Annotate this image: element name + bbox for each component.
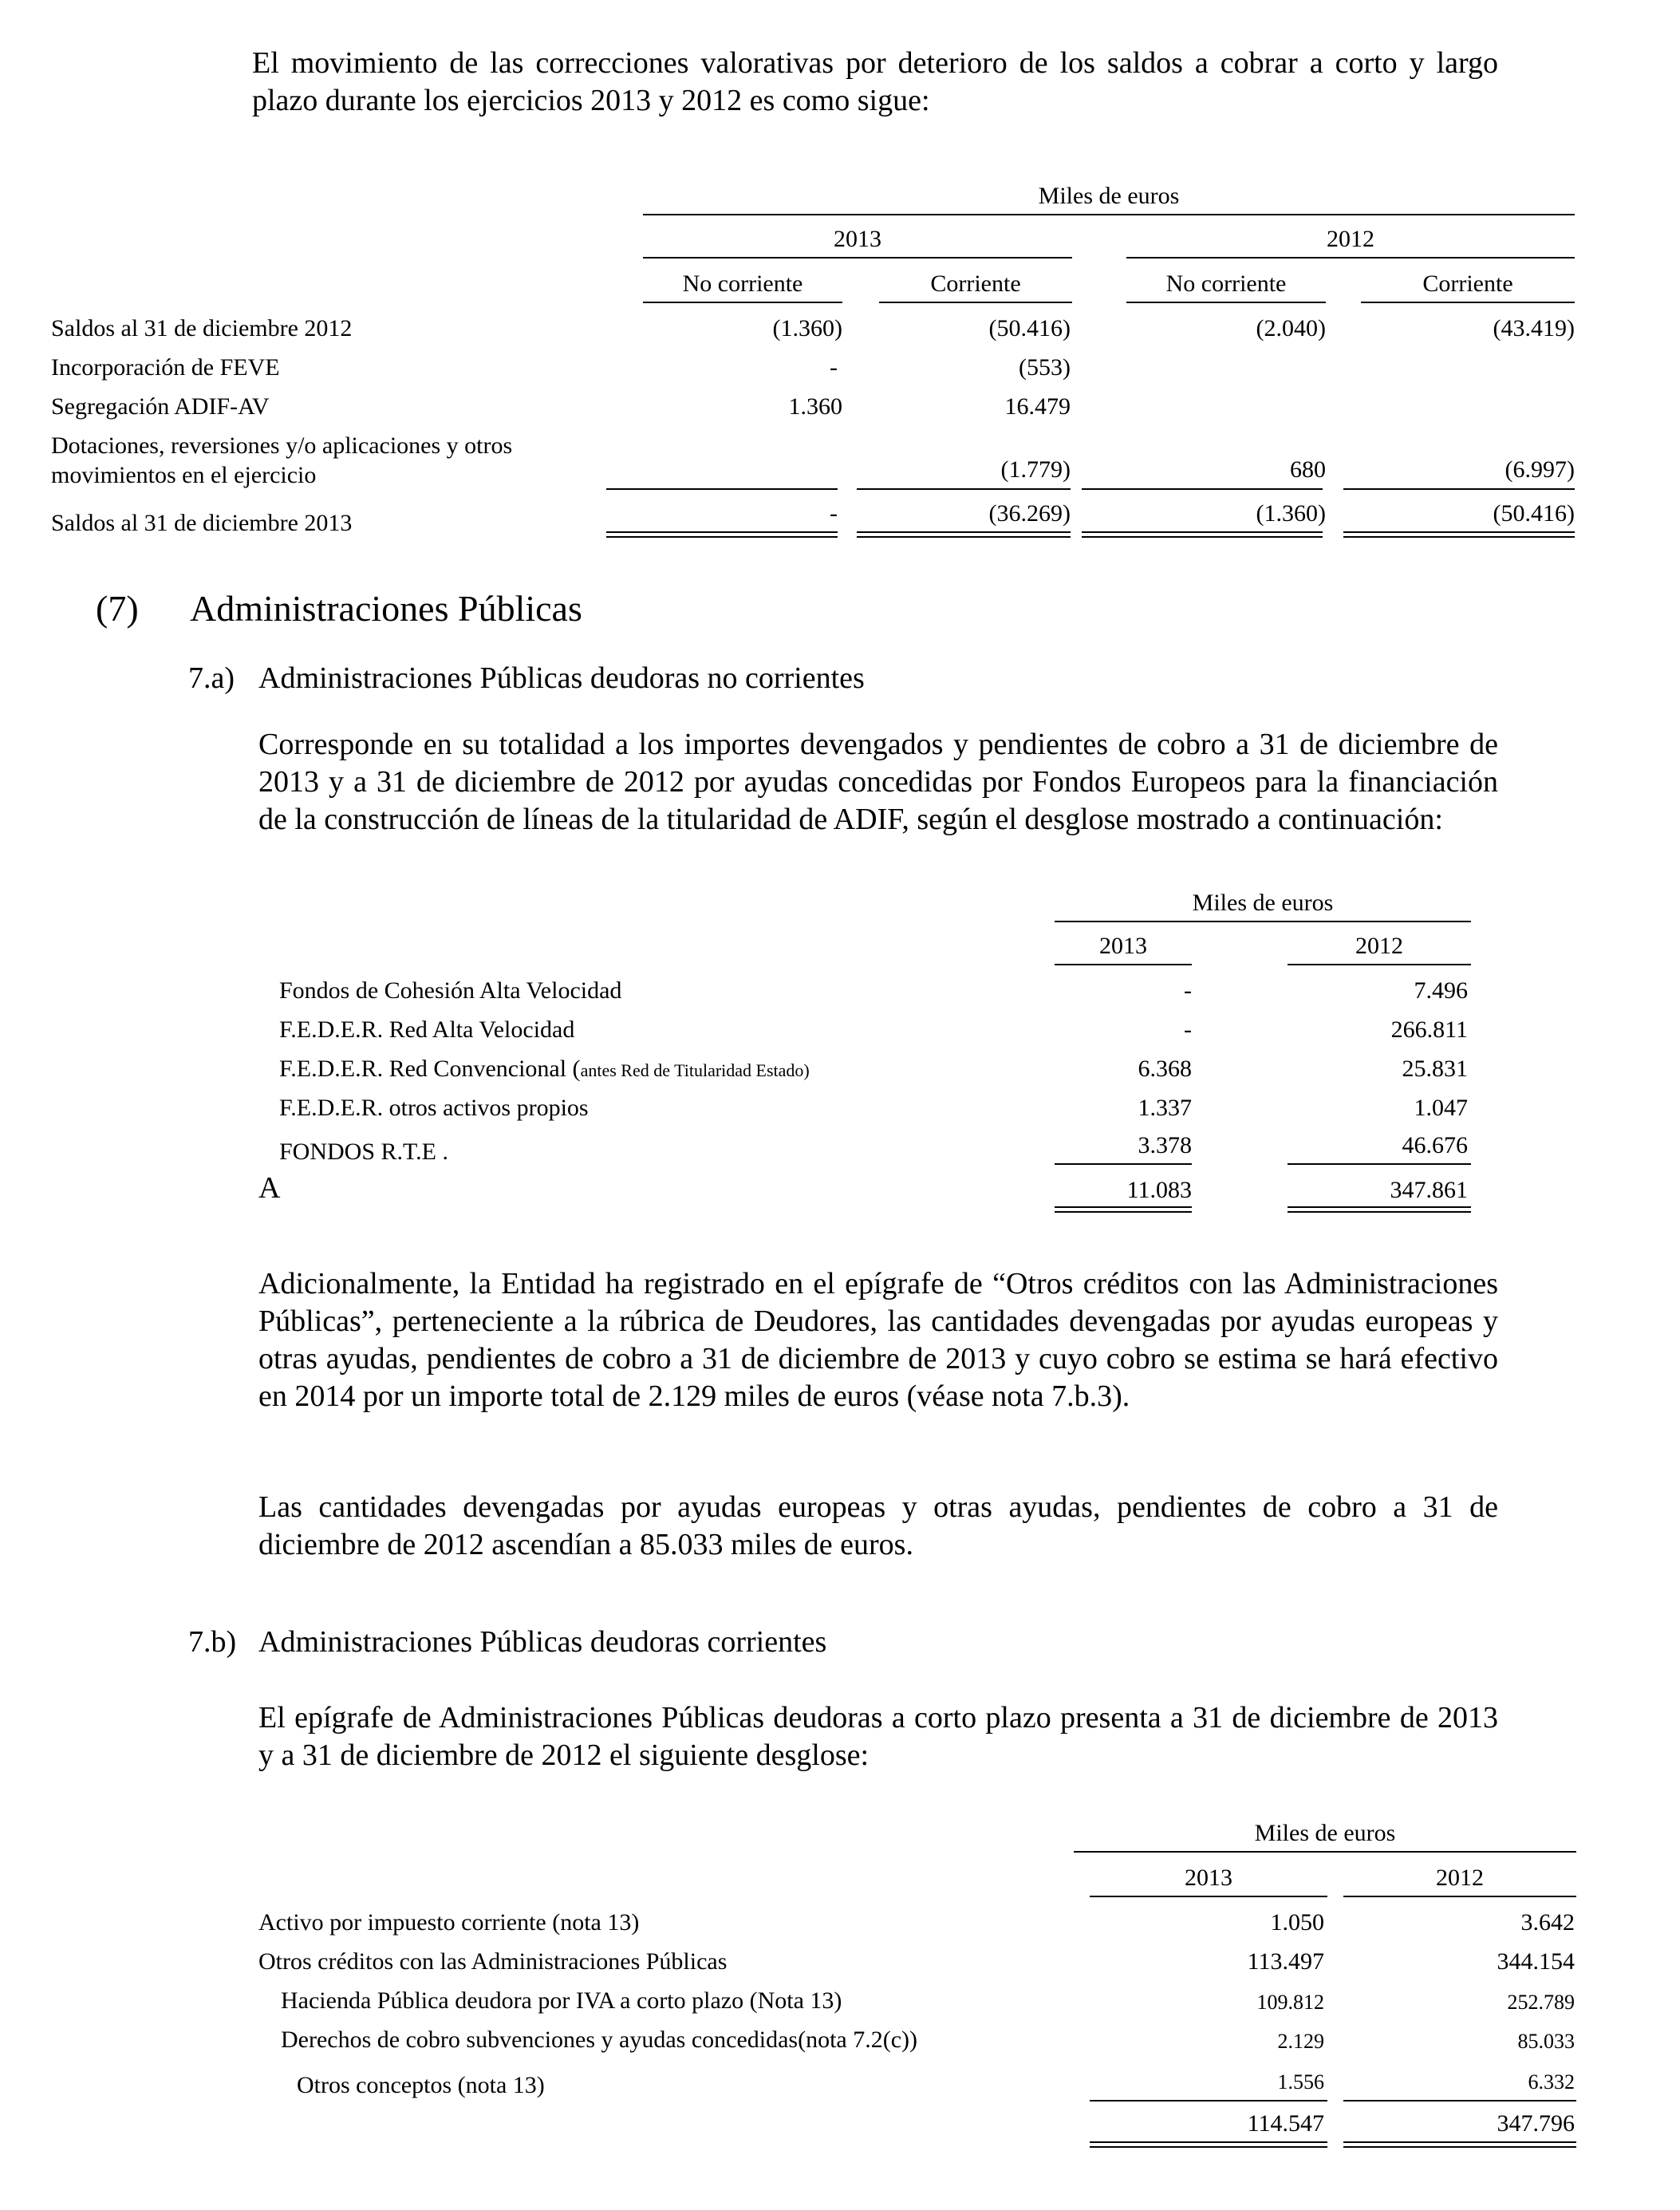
row-label-line1: Dotaciones, reversiones y/o aplicaciones y otros <box>51 432 513 459</box>
row-label: Saldos al 31 de diciembre 2012 <box>51 315 353 341</box>
cell: 113.497 <box>1247 1948 1324 1975</box>
table1-col-nc-2012: No corriente <box>1165 270 1287 297</box>
subsection-title: Administraciones Públicas deudoras no corrientes <box>258 661 865 695</box>
cell: 1.050 <box>1270 1909 1324 1936</box>
cell: 109.812 <box>1256 1991 1324 2014</box>
table2-year-rule <box>1288 964 1471 965</box>
cell: 344.154 <box>1497 1948 1575 1975</box>
subsection-number: 7.a) <box>188 661 235 695</box>
cell: 266.811 <box>1390 1016 1468 1043</box>
table1-sum-rule <box>606 488 838 490</box>
table1-col-c-2013: Corriente <box>930 270 1021 297</box>
table3-total-rule <box>1090 2141 1327 2148</box>
cell: 25.831 <box>1402 1056 1468 1082</box>
table3-total-rule <box>1343 2141 1576 2148</box>
table1-col-c-2012: Corriente <box>1422 270 1513 297</box>
table3-year-2013: 2013 <box>1185 1865 1232 1891</box>
table1-total-rule <box>1082 531 1323 538</box>
cell: 3.642 <box>1520 1909 1575 1936</box>
section-title: Administraciones Públicas <box>190 588 582 629</box>
table1-year-2012: 2012 <box>1327 226 1374 252</box>
table2-year-2013: 2013 <box>1099 933 1147 959</box>
cell: (1.779) <box>1000 456 1071 483</box>
table1-col-rule <box>1126 302 1326 303</box>
table2-unit-header: Miles de euros <box>1192 890 1334 916</box>
row-label: Activo por impuesto corriente (nota 13) <box>258 1909 640 1936</box>
cell: 6.368 <box>1138 1056 1192 1082</box>
row-label: Fondos de Cohesión Alta Velocidad <box>279 977 622 1004</box>
cell: 2.129 <box>1277 2030 1324 2053</box>
table2-total-2013: 11.083 <box>1126 1177 1192 1203</box>
cell: (2.040) <box>1256 315 1326 341</box>
table1-total-rule <box>606 531 838 538</box>
row-label-main: F.E.D.E.R. Red Convencional ( <box>279 1056 581 1082</box>
table1-year-2012-rule <box>1126 257 1575 258</box>
cell: 85.033 <box>1517 2030 1575 2053</box>
table3-year-2012: 2012 <box>1436 1865 1484 1891</box>
cell: - <box>830 500 838 527</box>
cell: 1.337 <box>1138 1095 1192 1121</box>
row-label: Segregación ADIF-AV <box>51 393 270 420</box>
cell: (1.360) <box>1256 500 1326 527</box>
cell: 16.479 <box>1004 393 1071 420</box>
table2-total-rule <box>1288 1206 1471 1213</box>
table1-col-nc-2013: No corriente <box>682 270 803 297</box>
table1-col-rule <box>879 302 1072 303</box>
cell: 1.556 <box>1277 2070 1324 2094</box>
table3-year-rule <box>1343 1896 1576 1897</box>
table1-sum-rule <box>1343 488 1575 490</box>
table1-unit-rule <box>643 214 1575 215</box>
table2-sum-rule <box>1055 1163 1192 1165</box>
cell: (36.269) <box>988 500 1071 527</box>
table2-total-2012: 347.861 <box>1390 1177 1468 1203</box>
row-label: Otros conceptos (nota 13) <box>297 2072 545 2098</box>
cell: 1.047 <box>1414 1095 1468 1121</box>
table3-sum-rule <box>1090 2100 1327 2101</box>
table1-unit-header: Miles de euros <box>1038 183 1180 209</box>
section-number: (7) <box>96 588 139 629</box>
table3-total-2013: 114.547 <box>1247 2110 1324 2137</box>
intro-paragraph: El movimiento de las correcciones valorativas por deterioro de los saldos a cobrar a corto y largo plazo durante los ejercicios 2013 y 2012 es como sigue: <box>252 46 1498 117</box>
row-label: F.E.D.E.R. Red Alta Velocidad <box>279 1016 575 1043</box>
section7a-paragraph: Corresponde en su totalidad a los importes devengados y pendientes de cobro a 31 de diciembre de 2013 y a 31 de diciembre de 2012 por ayudas concedidas por Fondos Europeos para la financiación de la construcción de líneas de la titularidad de ADIF, según el desglose mostrado a continuación: <box>258 728 1498 836</box>
row-label: Derechos de cobro subvenciones y ayudas concedidas(nota 7.2(c)) <box>281 2026 918 2053</box>
row-label: F.E.D.E.R. otros activos propios <box>279 1095 589 1121</box>
table1-year-2013-rule <box>643 257 1072 258</box>
paragraph-2012-amounts: Las cantidades devengadas por ayudas europeas y otras ayudas, pendientes de cobro a 31 de diciembre de 2012 ascendían a 85.033 miles de euros. <box>258 1490 1498 1561</box>
row-label: Otros créditos con las Administraciones Públicas <box>258 1948 728 1975</box>
cell: - <box>1184 1016 1192 1043</box>
table3-unit-rule <box>1074 1851 1576 1853</box>
table1-total-rule <box>857 531 1071 538</box>
row-label: Saldos al 31 de diciembre 2013 <box>51 510 353 536</box>
cell: (50.416) <box>1493 500 1575 527</box>
cell: (1.360) <box>772 315 842 341</box>
row-label <box>279 1055 810 1085</box>
cell: 3.378 <box>1138 1132 1192 1158</box>
paragraph-additional: Adicionalmente, la Entidad ha registrado en el epígrafe de “Otros créditos con las Administraciones Públicas”, perteneciente a la rúbrica de Deudores, las cantidades devengadas por ayudas europeas y otras ayudas, pendientes de cobro a 31 de diciembre de 2013 y cuyo cobro se estima se hará efectivo en 2014 por un importe total de 2.129 miles de euros (véase nota 7.b.3). <box>258 1267 1498 1413</box>
row-label: Hacienda Pública deudora por IVA a corto plazo (Nota 13) <box>281 1987 842 2014</box>
cell: 6.332 <box>1528 2070 1575 2094</box>
table1-col-rule <box>1361 302 1575 303</box>
table2-total-label: A <box>258 1171 281 1205</box>
row-label: FONDOS R.T.E . <box>279 1139 448 1165</box>
table3-sum-rule <box>1343 2100 1576 2101</box>
cell: 252.789 <box>1507 1991 1575 2014</box>
table1-year-2013: 2013 <box>834 226 881 252</box>
table3-unit-header: Miles de euros <box>1254 1820 1396 1846</box>
table3-total-2012: 347.796 <box>1497 2110 1575 2137</box>
table2-sum-rule <box>1288 1163 1471 1165</box>
table2-year-2012: 2012 <box>1355 933 1403 959</box>
table2-unit-rule <box>1055 921 1471 922</box>
subsection-number: 7.b) <box>188 1625 237 1659</box>
table1-total-rule <box>1343 531 1575 538</box>
row-label-line2: movimientos en el ejercicio <box>51 462 317 488</box>
row-label: Incorporación de FEVE <box>51 354 280 381</box>
row-label-note: antes Red de Titularidad Estado) <box>580 1060 810 1080</box>
table2-year-rule <box>1055 964 1192 965</box>
cell: 7.496 <box>1414 977 1468 1004</box>
table1-sum-rule <box>1082 488 1323 490</box>
cell: (50.416) <box>988 315 1071 341</box>
cell: - <box>1184 977 1192 1004</box>
cell: 1.360 <box>788 393 842 420</box>
table1-col-rule <box>643 302 842 303</box>
table2-total-rule <box>1055 1206 1192 1213</box>
table1-sum-rule <box>857 488 1071 490</box>
subsection-title: Administraciones Públicas deudoras corrientes <box>258 1625 827 1659</box>
section7b-paragraph: El epígrafe de Administraciones Públicas deudoras a corto plazo presenta a 31 de diciembre de 2013 y a 31 de diciembre de 2012 el siguiente desglose: <box>258 1701 1498 1772</box>
cell: 46.676 <box>1402 1132 1468 1158</box>
cell: (6.997) <box>1505 456 1575 483</box>
cell: (43.419) <box>1493 315 1575 341</box>
cell: (553) <box>1019 354 1071 381</box>
cell: 680 <box>1290 456 1326 483</box>
cell: - <box>830 354 838 381</box>
table3-year-rule <box>1090 1896 1327 1897</box>
